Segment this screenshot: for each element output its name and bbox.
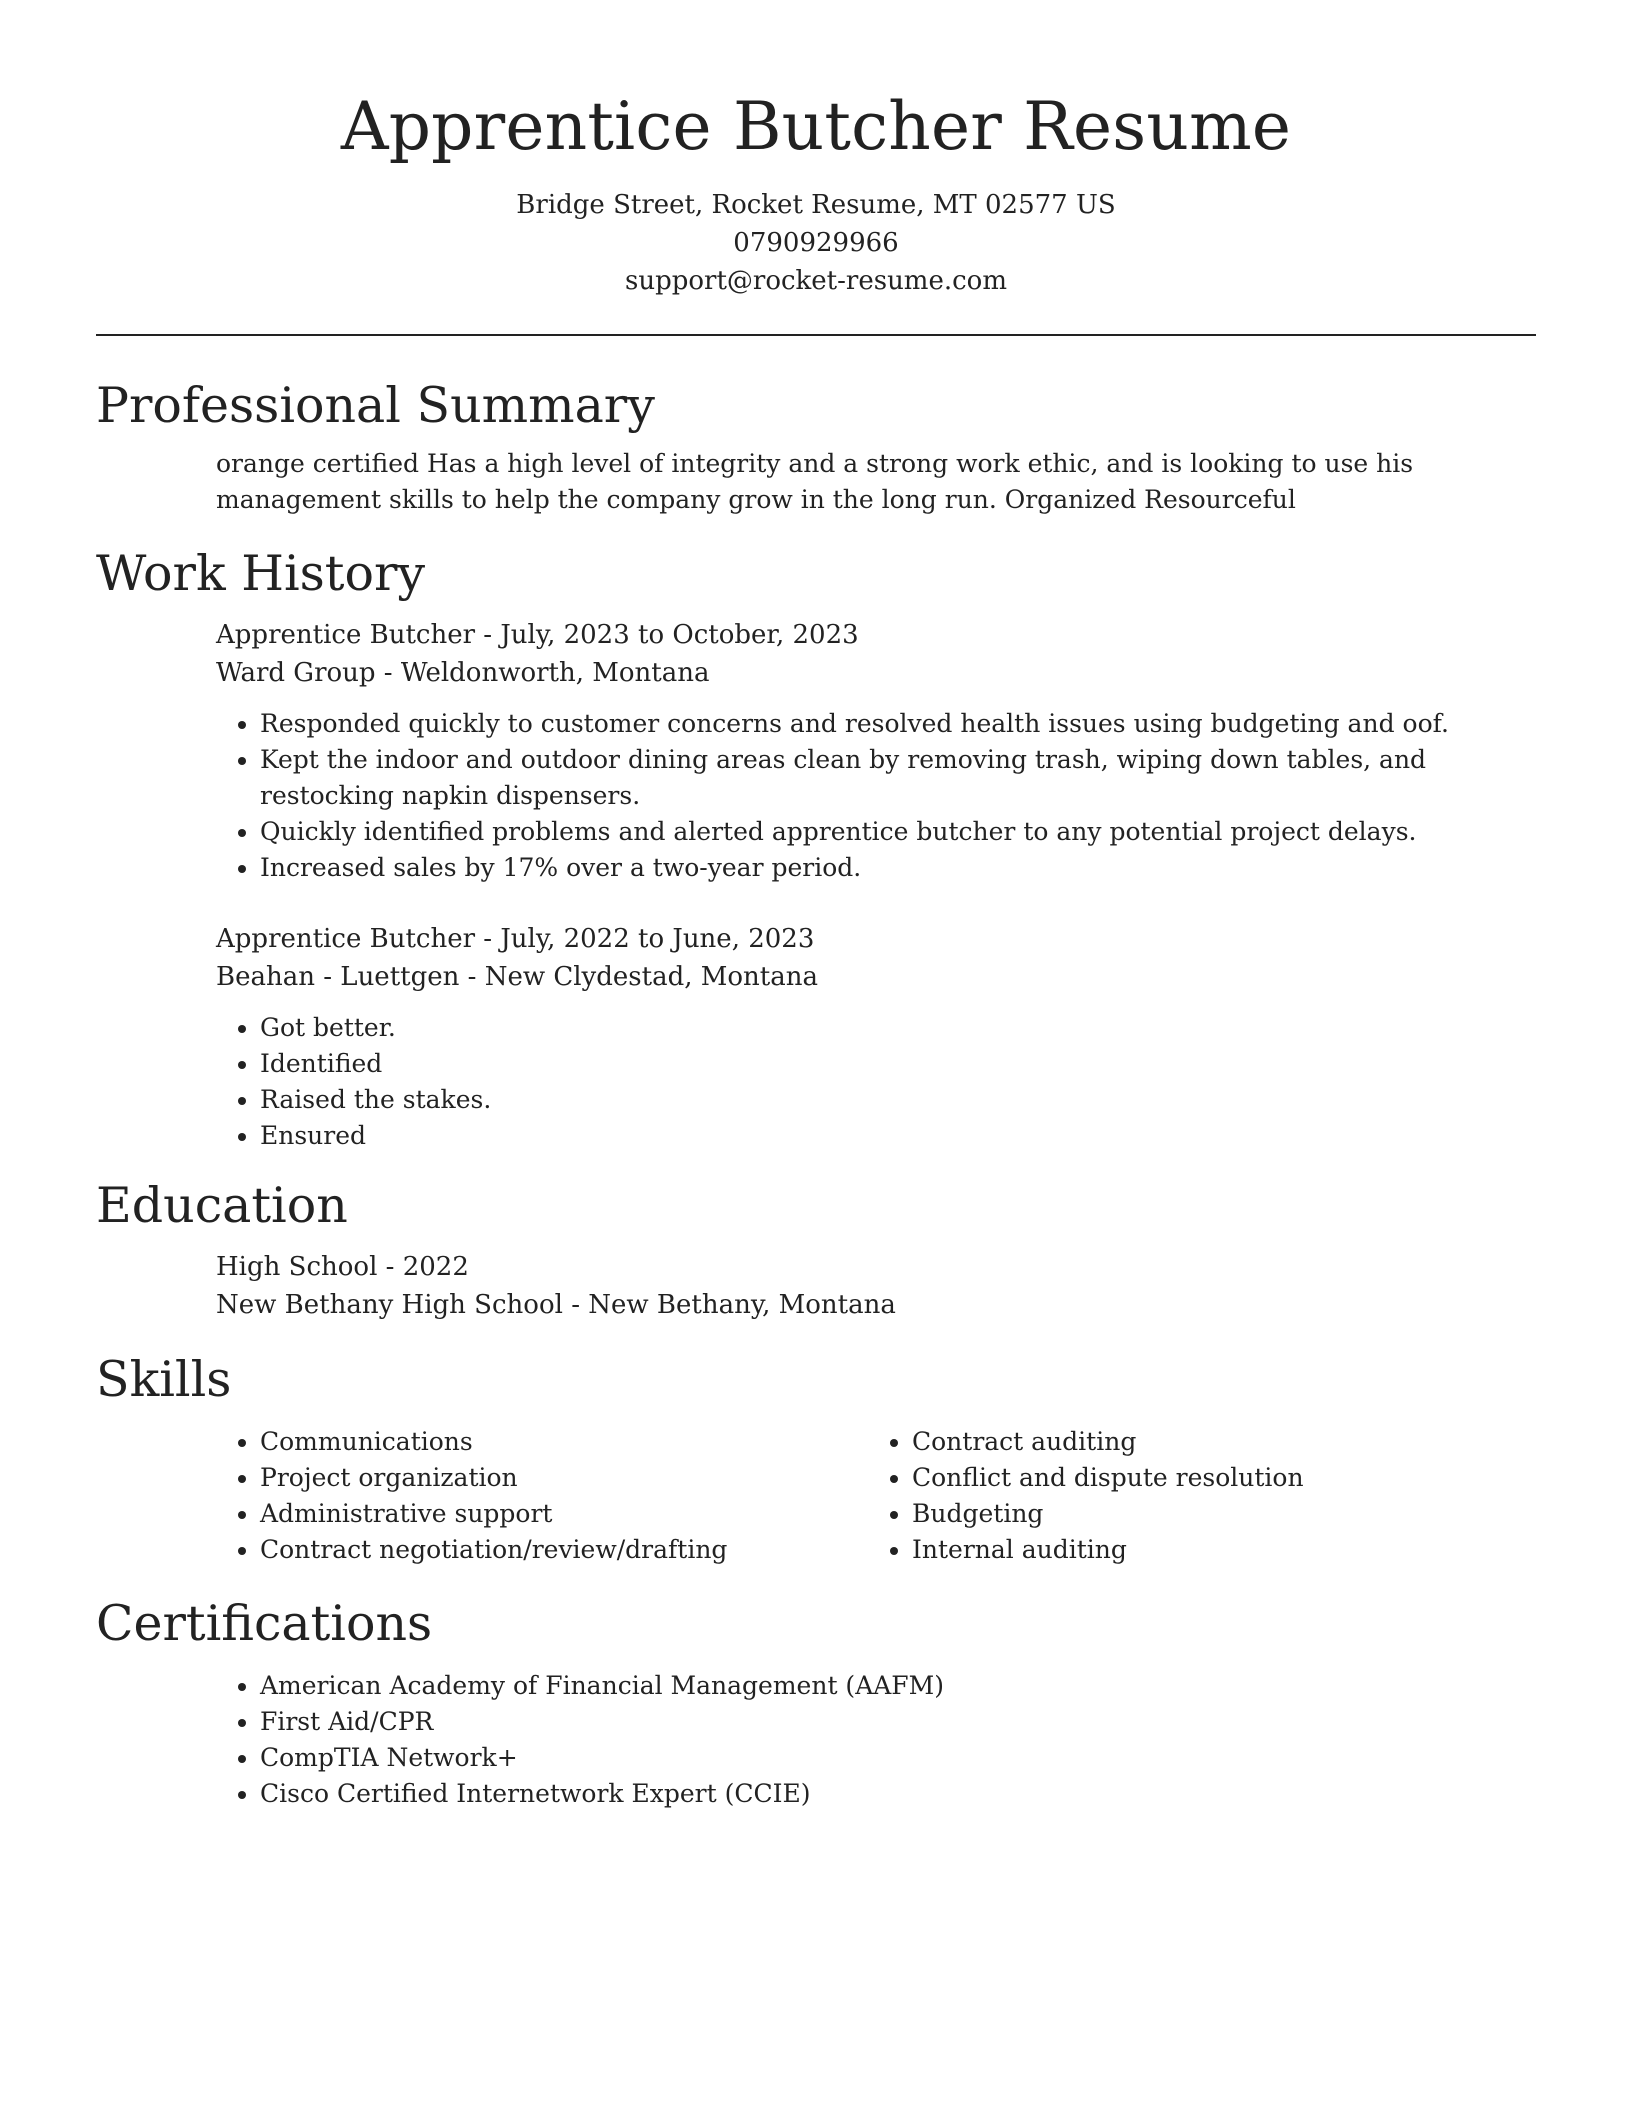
skills-list-left: [216, 1424, 868, 1568]
job-dates: - July, 2023 to October, 2023: [475, 620, 859, 650]
skill-item: • Contract negotiation/review/drafting: [260, 1532, 868, 1568]
job-bullet: • Identified: [260, 1046, 1536, 1082]
skill-item: • Budgeting: [912, 1496, 1520, 1532]
skill-item: • Project organization: [260, 1460, 868, 1496]
contact-email: support@rocket-resume.com: [624, 266, 1007, 296]
education-body: [96, 1248, 1536, 1324]
job-bullet: • Quickly identified problems and alerted apprentice butcher to any potential project delays.: [260, 814, 1536, 850]
work-body: [96, 616, 1536, 1154]
contact-phone: 0790929966: [733, 228, 899, 258]
job-location: - New Clydestad, Montana: [459, 962, 818, 992]
job-entry: [216, 616, 1536, 886]
skills-grid: [216, 1424, 1536, 1568]
section-title-certifications: Certifications: [96, 1595, 433, 1652]
job-bullets: [216, 1010, 1536, 1154]
section-title-summary: Professional Summary: [96, 377, 655, 434]
education-school-line: [216, 1286, 1536, 1324]
education-degree: High School: [216, 1252, 378, 1282]
certifications-list: [216, 1668, 1536, 1812]
job-bullet: • Ensured: [260, 1118, 1536, 1154]
job-position: Apprentice Butcher: [216, 924, 476, 954]
skills-body: [96, 1424, 1536, 1568]
job-dates: - July, 2022 to June, 2023: [475, 924, 815, 954]
skill-item: • Communications: [260, 1424, 868, 1460]
resume-title: Apprentice Butcher Resume: [340, 88, 1292, 165]
education-degree-line: [216, 1248, 1536, 1286]
education-location: - New Bethany, Montana: [562, 1290, 896, 1320]
job-bullet: • Increased sales by 17% over a two-year period.: [260, 850, 1536, 886]
summary-text: orange certified Has a high level of integrity and a strong work ethic, and is looking to use his management skills to help the company grow in the long run. Organized Resourceful: [216, 449, 1414, 514]
education-year: - 2022: [377, 1252, 469, 1282]
education-school: New Bethany High School: [216, 1290, 563, 1320]
contact-block: [96, 186, 1536, 300]
section-certifications: [96, 1594, 1536, 1812]
job-company: Beahan - Luettgen: [216, 962, 460, 992]
section-education: [96, 1176, 1536, 1324]
job-title-line: [216, 920, 1536, 958]
section-skills: [96, 1350, 1536, 1568]
certification-item: • American Academy of Financial Management (AAFM): [260, 1668, 1536, 1704]
section-work-history: [96, 544, 1536, 1154]
job-bullet: • Kept the indoor and outdoor dining areas clean by removing trash, wiping down tables, and restocking napkin dispensers.: [260, 742, 1536, 814]
job-company: Ward Group: [216, 658, 376, 688]
summary-body: [96, 446, 1536, 518]
job-location: - Weldonworth, Montana: [375, 658, 710, 688]
job-position: Apprentice Butcher: [216, 620, 476, 650]
section-professional-summary: [96, 376, 1536, 518]
job-bullet: • Got better.: [260, 1010, 1536, 1046]
certifications-body: [96, 1668, 1536, 1812]
section-title-education: Education: [96, 1177, 348, 1234]
skill-item: • Contract auditing: [912, 1424, 1520, 1460]
certification-item: • CompTIA Network+: [260, 1740, 1536, 1776]
job-company-line: [216, 654, 1536, 692]
certification-item: • First Aid/CPR: [260, 1704, 1536, 1740]
certification-item: • Cisco Certified Internetwork Expert (CCIE): [260, 1776, 1536, 1812]
skill-item: • Conflict and dispute resolution: [912, 1460, 1520, 1496]
skill-item: • Administrative support: [260, 1496, 868, 1532]
contact-address: Bridge Street, Rocket Resume, MT 02577 US: [516, 190, 1116, 220]
job-bullets: [216, 706, 1536, 886]
job-title-line: [216, 616, 1536, 654]
section-title-skills: Skills: [96, 1351, 232, 1408]
job-company-line: [216, 958, 1536, 996]
skills-column-left: [216, 1424, 868, 1568]
skills-column-right: [868, 1424, 1520, 1568]
header-divider: [96, 334, 1536, 336]
job-bullet: • Responded quickly to customer concerns and resolved health issues using budgeting and oof.: [260, 706, 1536, 742]
skill-item: • Internal auditing: [912, 1532, 1520, 1568]
job-entry: [216, 920, 1536, 1154]
section-title-work: Work History: [96, 545, 426, 602]
skills-list-right: [868, 1424, 1520, 1568]
resume-header: [96, 0, 1536, 300]
job-bullet: • Raised the stakes.: [260, 1082, 1536, 1118]
